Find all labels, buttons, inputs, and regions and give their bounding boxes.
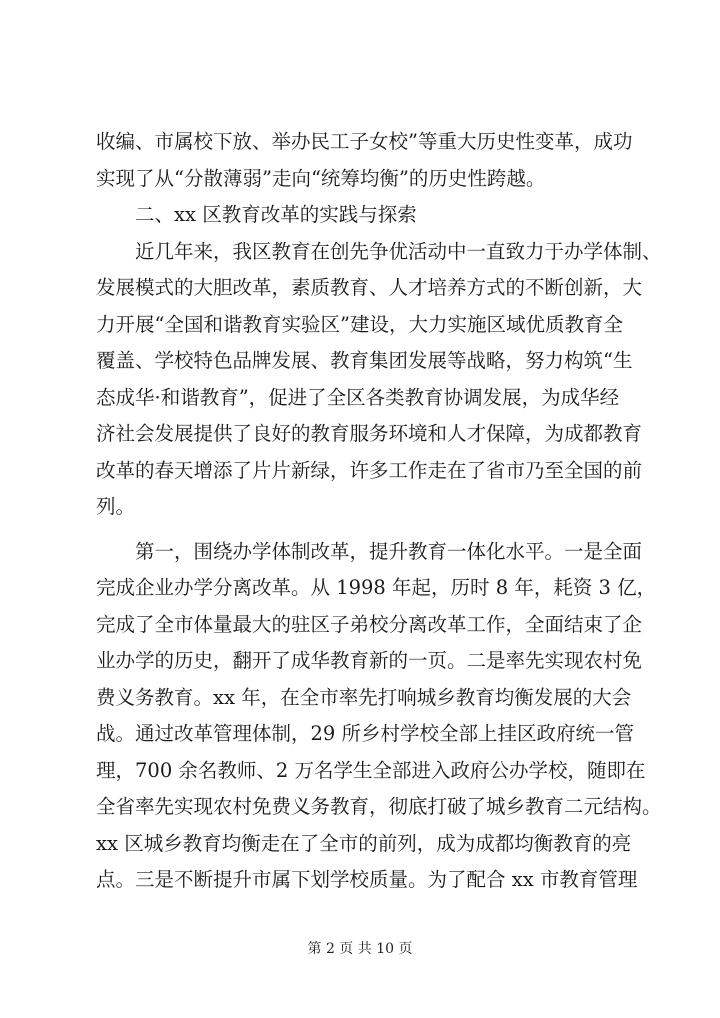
text-line: 态成华·和谐教育”，促进了全区各类教育协调发展，为成华经 — [96, 385, 620, 409]
paragraph-spacer — [96, 526, 636, 534]
text-line: 二、xx 区教育改革的实践与探索 — [96, 203, 417, 226]
text-line: 第一，围绕办学体制改革，提升教育一体化水平。一是全面 — [96, 539, 643, 563]
body-text — [96, 124, 662, 899]
paragraph — [96, 534, 662, 899]
text-line: 理，700 余名教师、2 万名学生全部进入政府公办学校，随即在 — [96, 758, 646, 782]
text-line: 实现了从“分散薄弱”走向“统筹均衡”的历史性跨越。 — [96, 166, 546, 190]
text-line: 发展模式的大胆改革，素质教育、人才培养方式的不断创新，大 — [96, 276, 643, 299]
page-number-footer: 第 2 页 共 10 页 — [307, 941, 413, 957]
text-line: 济社会发展提供了良好的教育服务环境和人才保障，为成都教育 — [96, 422, 643, 445]
text-line: 点。三是不断提升市属下划学校质量。为了配合 xx 市教育管理 — [96, 868, 638, 891]
paragraph — [96, 124, 636, 197]
text-line: 全省率先实现农村免费义务教育，彻底打破了城乡教育二元结构。 — [96, 795, 662, 818]
text-line: 近几年来，我区教育在创先争优活动中一直致力于办学体制、 — [96, 239, 662, 263]
text-line: 费义务教育。xx 年，在全市率先打响城乡教育均衡发展的大会 — [96, 685, 632, 709]
paragraph — [96, 234, 662, 526]
text-line: 列。 — [96, 495, 136, 518]
text-line: 战。通过改革管理体制，29 所乡村学校全部上挂区政府统一管 — [96, 722, 635, 745]
text-line: 完成企业办学分离改革。从 1998 年起，历时 8 年，耗资 3 亿， — [96, 576, 657, 599]
text-line: 覆盖、学校特色品牌发展、教育集团发展等战略，努力构筑“生 — [96, 349, 633, 372]
text-line: 完成了全市体量最大的驻区子弟校分离改革工作，全面结束了企 — [96, 612, 643, 636]
text-line: 业办学的历史，翻开了成华教育新的一页。二是率先实现农村免 — [96, 649, 643, 672]
text-line: 收编、市属校下放、举办民工子女校”等重大历史性变革，成功 — [96, 130, 633, 153]
text-line: xx 区城乡教育均衡走在了全市的前列，成为成都均衡教育的亮 — [96, 831, 632, 855]
text-line: 力开展“全国和谐教育实验区”建设，大力实施区域优质教育全 — [96, 312, 623, 336]
text-line: 改革的春天增添了片片新绿，许多工作走在了省市乃至全国的前 — [96, 458, 643, 482]
section-heading — [96, 197, 636, 234]
